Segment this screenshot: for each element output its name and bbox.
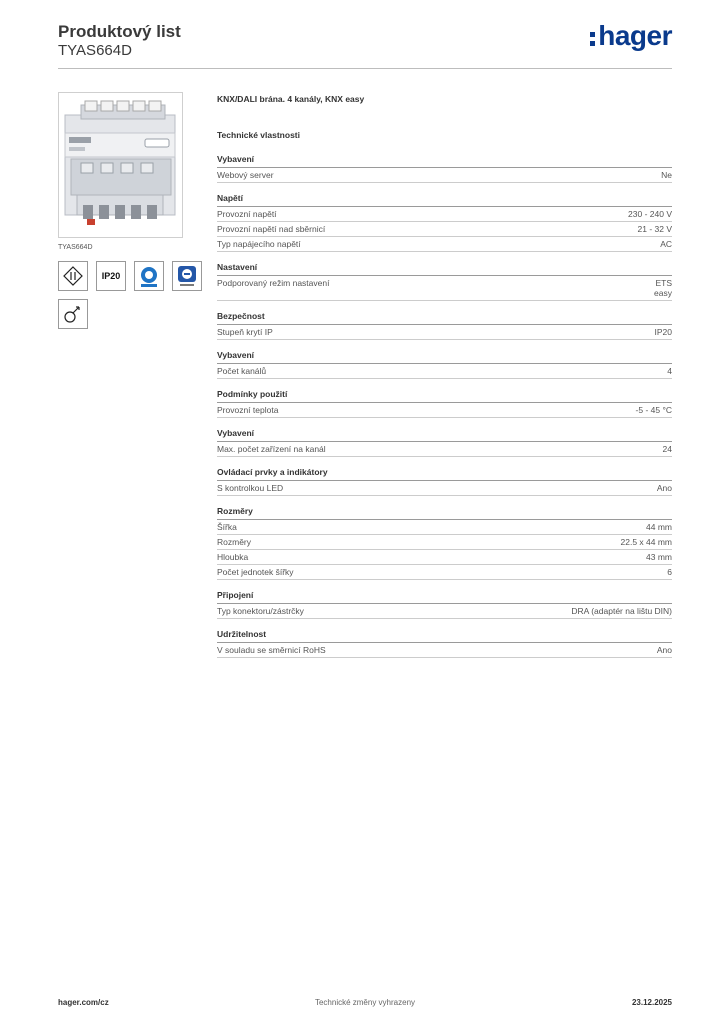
disposal-icon xyxy=(58,299,88,329)
spec-row xyxy=(217,604,672,619)
spec-value-line: Ano xyxy=(656,483,672,493)
spec-value xyxy=(655,327,673,337)
spec-row xyxy=(217,442,672,457)
spec-value xyxy=(621,537,673,547)
spec-row xyxy=(217,168,672,183)
spec-value xyxy=(657,483,672,493)
spec-value xyxy=(646,522,672,532)
spec-value xyxy=(628,209,672,219)
spec-section-title: Napětí xyxy=(217,193,672,207)
spec-value xyxy=(646,552,672,562)
spec-section-title: Bezpečnost xyxy=(217,311,672,325)
e-icon xyxy=(172,261,202,291)
footer-date: 23.12.2025 xyxy=(631,998,672,1007)
spec-value-line: -5 - 45 °C xyxy=(635,405,672,415)
spec-section xyxy=(217,350,672,379)
spec-label: Rozměry xyxy=(217,537,252,547)
knx-gateway-device-icon xyxy=(59,93,182,237)
spec-value-line: IP20 xyxy=(654,327,672,337)
spec-value-line: AC xyxy=(660,239,672,249)
spec-value xyxy=(667,366,672,376)
spec-label: Počet jednotek šířky xyxy=(217,567,294,577)
spec-label: Provozní napětí nad sběrnicí xyxy=(217,224,326,234)
certification-icons xyxy=(58,261,183,329)
footer-website-link[interactable]: hager.com/cz xyxy=(58,998,109,1007)
product-image-caption: TYAS664D xyxy=(58,244,93,251)
logo-text: hager xyxy=(598,20,672,51)
spec-section xyxy=(217,629,672,658)
spec-label: Podporovaný režim nastavení xyxy=(217,278,330,288)
spec-value-line: Ne xyxy=(661,170,672,180)
technical-properties-heading: Technické vlastnosti xyxy=(217,130,300,140)
spec-value xyxy=(657,645,672,655)
spec-section xyxy=(217,262,672,301)
spec-value-line: easy xyxy=(654,288,672,298)
spec-row xyxy=(217,550,672,565)
spec-section-title: Připojení xyxy=(217,590,672,604)
spec-value xyxy=(571,606,672,616)
spec-value xyxy=(636,405,672,415)
spec-section-title: Vybavení xyxy=(217,154,672,168)
spec-section xyxy=(217,154,672,183)
product-description: KNX/DALI brána. 4 kanály, KNX easy xyxy=(217,94,365,104)
ce-icon xyxy=(58,261,88,291)
spec-value-line: Ano xyxy=(656,645,672,655)
ip20-icon: IP20 xyxy=(96,261,126,291)
specifications xyxy=(217,94,672,668)
spec-label: Typ konektoru/zástrčky xyxy=(217,606,304,616)
spec-value xyxy=(663,444,672,454)
spec-section-title: Rozměry xyxy=(217,506,672,520)
spec-label: Webový server xyxy=(217,170,274,180)
spec-value-line: ETS xyxy=(655,278,672,288)
page-title: Produktový list xyxy=(58,22,181,41)
spec-row xyxy=(217,520,672,535)
spec-value-line: 22.5 x 44 mm xyxy=(620,537,672,547)
spec-label: V souladu se směrnicí RoHS xyxy=(217,645,326,655)
spec-row xyxy=(217,276,672,301)
spec-label: Stupeň krytí IP xyxy=(217,327,273,337)
spec-label: Šířka xyxy=(217,522,237,532)
spec-section-title: Vybavení xyxy=(217,350,672,364)
spec-label: Typ napájecího napětí xyxy=(217,239,301,249)
spec-section xyxy=(217,428,672,457)
spec-value-line: 4 xyxy=(667,366,672,376)
spec-value-line: 21 - 32 V xyxy=(637,224,672,234)
spec-section xyxy=(217,193,672,252)
spec-label: Provozní teplota xyxy=(217,405,279,415)
spec-row xyxy=(217,535,672,550)
spec-label: Počet kanálů xyxy=(217,366,267,376)
spec-section xyxy=(217,467,672,496)
spec-value-line: 43 mm xyxy=(646,552,672,562)
spec-row xyxy=(217,364,672,379)
spec-section xyxy=(217,389,672,418)
spec-value xyxy=(654,278,672,298)
spec-label: Max. počet zařízení na kanál xyxy=(217,444,326,454)
spec-section-title: Udržitelnost xyxy=(217,629,672,643)
spec-row xyxy=(217,222,672,237)
spec-sections xyxy=(217,154,672,658)
spec-value-line: 24 xyxy=(662,444,672,454)
logo-dots-icon xyxy=(590,30,595,46)
product-reference: TYAS664D xyxy=(58,42,132,59)
spec-row xyxy=(217,325,672,340)
spec-section-title: Podmínky použití xyxy=(217,389,672,403)
hager-logo[interactable] xyxy=(590,20,672,52)
spec-row xyxy=(217,207,672,222)
spec-label: Hloubka xyxy=(217,552,249,562)
spec-value-line: 230 - 240 V xyxy=(628,209,672,219)
spec-label: S kontrolkou LED xyxy=(217,483,284,493)
spec-section xyxy=(217,590,672,619)
spec-value xyxy=(638,224,673,234)
spec-section-title: Ovládací prvky a indikátory xyxy=(217,467,672,481)
spec-value-line: 44 mm xyxy=(646,522,672,532)
spec-row xyxy=(217,403,672,418)
spec-value-line: 6 xyxy=(667,567,672,577)
page-header xyxy=(58,20,672,69)
spec-section-title: Vybavení xyxy=(217,428,672,442)
spec-value xyxy=(660,239,672,249)
spec-section xyxy=(217,506,672,580)
spec-label: Provozní napětí xyxy=(217,209,277,219)
spec-value-line: DRA (adaptér na lištu DIN) xyxy=(571,606,672,616)
product-panel xyxy=(58,92,183,329)
spec-row xyxy=(217,237,672,252)
spec-row xyxy=(217,481,672,496)
spec-row xyxy=(217,565,672,580)
spec-value xyxy=(661,170,672,180)
spec-section xyxy=(217,311,672,340)
spec-row xyxy=(217,643,672,658)
footer-disclaimer: Technické změny vyhrazeny xyxy=(314,998,416,1007)
spec-value xyxy=(667,567,672,577)
quality-icon xyxy=(134,261,164,291)
product-image xyxy=(58,92,183,238)
spec-section-title: Nastavení xyxy=(217,262,672,276)
